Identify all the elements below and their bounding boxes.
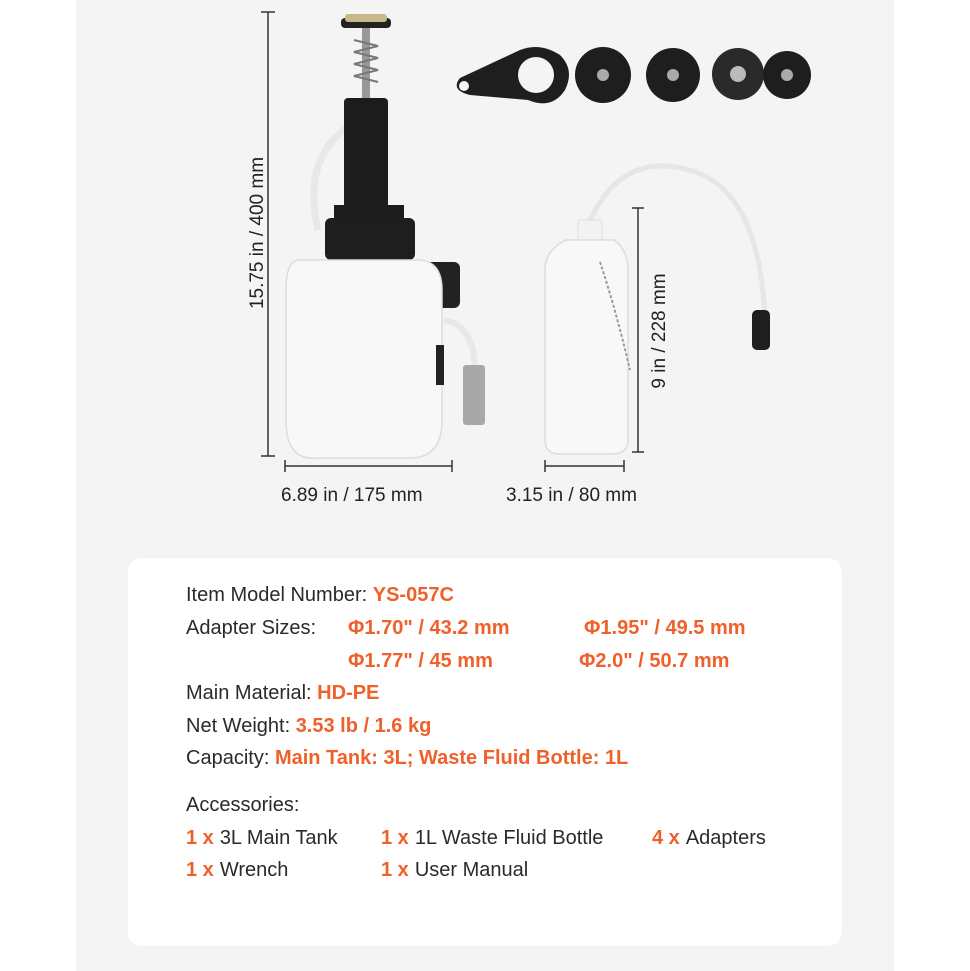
adapter-label: Adapter Sizes: <box>186 617 317 639</box>
model-value: YS-057C <box>372 584 454 606</box>
main-tank <box>286 14 485 458</box>
bottle-width-label: 3.15 in / 80 mm <box>506 485 637 506</box>
accessory-item: 4 x Adapters <box>652 827 766 849</box>
weight-value: 3.53 lb / 1.6 kg <box>295 715 432 737</box>
accessory-item: 1 x User Manual <box>381 859 529 881</box>
material-value: HD-PE <box>317 682 380 704</box>
accessories-title: Accessories: <box>186 794 300 816</box>
adapter-size-3: Φ1.77" / 45 mm <box>348 650 493 672</box>
capacity-row <box>186 747 628 770</box>
tank-height-label: 15.75 in / 400 mm <box>247 156 268 310</box>
bottle-height-label: 9 in / 228 mm <box>649 273 670 389</box>
capacity-label: Capacity: <box>186 747 270 769</box>
adapter-size-2: Φ1.95" / 49.5 mm <box>584 617 746 639</box>
material-label: Main Material: <box>186 682 312 704</box>
accessory-item: 1 x 1L Waste Fluid Bottle <box>381 827 604 849</box>
spec-card <box>128 558 842 946</box>
material-row <box>186 682 379 705</box>
capacity-value: Main Tank: 3L; Waste Fluid Bottle: 1L <box>274 747 629 769</box>
adapter-size-4: Φ2.0" / 50.7 mm <box>579 650 730 672</box>
model-row <box>186 584 454 607</box>
accessory-item: 1 x Wrench <box>186 859 289 881</box>
accessory-item: 1 x 3L Main Tank <box>186 827 338 849</box>
weight-row <box>186 715 431 738</box>
model-label: Item Model Number: <box>186 584 368 606</box>
tank-width-label: 6.89 in / 175 mm <box>281 485 423 506</box>
adapters <box>575 47 811 103</box>
adapter-size-1: Φ1.70" / 43.2 mm <box>348 617 510 639</box>
wrench <box>457 47 569 103</box>
weight-label: Net Weight: <box>186 715 291 737</box>
